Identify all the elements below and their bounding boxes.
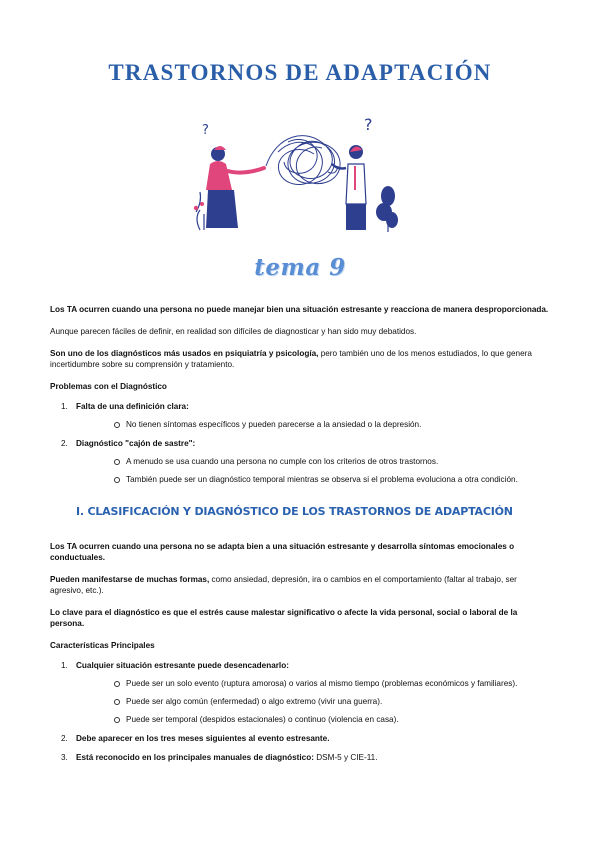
problems-list (50, 401, 550, 485)
section-heading: I. CLASIFICACIÓN Y DIAGNÓSTICO DE LOS TRASTORNOS DE ADAPTACIÓN (76, 505, 513, 518)
list-item: 2. Debe aparecer en los tres meses siguientes al evento estresante. (61, 734, 330, 743)
intro-paragraph-1: Los TA ocurren cuando una persona no puede manejar bien una situación estresante y reacciona de manera desproporcionada. (50, 305, 549, 314)
characteristics-list (50, 660, 550, 763)
list-item: También puede ser un diagnóstico temporal mientras se observa si el problema evoluciona a otra condición. (76, 474, 550, 485)
list-item: Puede ser un solo evento (ruptura amorosa) o varios al mismo tiempo (problemas económicos y familiares). (76, 678, 550, 689)
list-item: A menudo se usa cuando una persona no cumple con los criterios de otros trastornos. (76, 456, 550, 467)
list-item: No tienen síntomas específicos y pueden parecerse a la ansiedad o la depresión. (76, 419, 550, 430)
list-item: Puede ser algo común (enfermedad) o algo extremo (vivir una guerra). (76, 696, 550, 707)
svg-text:?: ? (202, 123, 209, 138)
document-body (50, 304, 550, 771)
intro-paragraph-2: Aunque parecen fáciles de definir, en realidad son difíciles de diagnosticar y han sido muy debatidos. (50, 327, 417, 336)
section-paragraph-3: Lo clave para el diagnóstico es que el estrés cause malestar significativo o afecte la vida personal, social o laboral de la persona. (50, 608, 518, 628)
section-paragraph-1: Los TA ocurren cuando una persona no se adapta bien a una situación estresante y desarrolla síntomas emocionales o conductuales. (50, 542, 515, 562)
topic-subtitle: tema 9 (254, 254, 346, 281)
page-title: TRASTORNOS DE ADAPTACIÓN (108, 60, 492, 85)
list-item: Puede ser temporal (despidos estacionales) o continuo (violencia en casa). (76, 714, 550, 725)
section-paragraph-2: Pueden manifestarse de muchas formas, como ansiedad, depresión, ira o cambios en el comportamiento (faltar al trabajo, ser agresivo, etc.). (50, 575, 517, 595)
left-person-icon (202, 123, 264, 228)
svg-text:?: ? (364, 115, 373, 134)
tangled-thoughts-illustration (188, 112, 412, 236)
tangle-icon (266, 136, 340, 185)
list-item: 2. Diagnóstico "cajón de sastre": A menudo se usa cuando una persona no cumple con los criterios de otros trastornos. También puede ser un diagnóstico temporal mientras se observa si el problema evoluciona a otra condición. (50, 438, 550, 485)
problems-heading: Problemas con el Diagnóstico (50, 382, 167, 391)
intro-paragraph-3: Son uno de los diagnósticos más usados en psiquiatría y psicología, pero también uno de los menos estudiados, lo que genera incertidumbre sobre su comprensión y tratamiento. (50, 349, 532, 369)
list-item: 3. Está reconocido en los principales manuales de diagnóstico: DSM-5 y CIE-11. (61, 753, 378, 762)
list-item: 1. Falta de una definición clara: No tienen síntomas específicos y pueden parecerse a la ansiedad o la depresión. (50, 401, 550, 430)
characteristics-heading: Características Principales (50, 641, 155, 650)
list-item: 1. Cualquier situación estresante puede desencadenarlo: Puede ser un solo evento (ruptura amorosa) o varios al mismo tiempo (problemas económicos y familiares). Puede ser algo común (enfermedad) o algo extremo (vivir una guerra). Puede ser temporal (despidos estacionales) o continuo (violencia en casa). (50, 660, 550, 725)
